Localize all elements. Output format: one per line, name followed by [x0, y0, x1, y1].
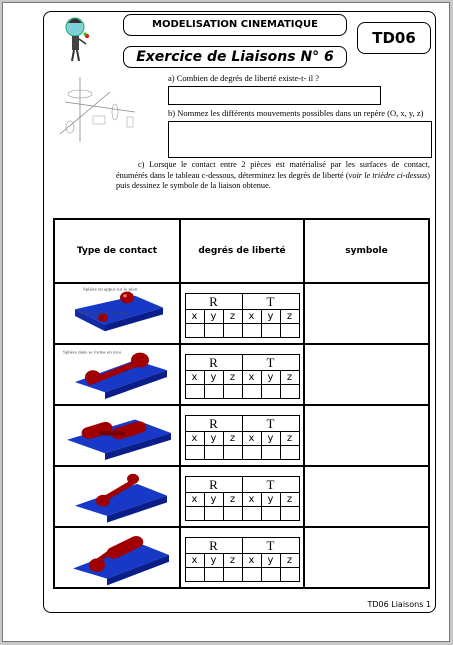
dof-answer-cell[interactable] [261, 507, 280, 521]
dof-answer-cell[interactable] [280, 568, 299, 582]
axis-label: y [204, 432, 223, 446]
dof-answer-cell[interactable] [204, 385, 223, 399]
dof-answer-cell[interactable] [223, 446, 242, 460]
dof-cell [180, 466, 304, 527]
axis-label: x [242, 554, 261, 568]
header-contact: Type de contact [54, 219, 180, 283]
answer-b-field[interactable] [168, 121, 432, 158]
question-c-text: c) Lorsque le contact entre 2 pièces est matérialisé par les surfaces de contact, énumérés dans le tableau c-dessous, déterminez les degrés de liberté ( [116, 160, 430, 180]
logo-icon [52, 14, 107, 64]
dof-answer-cell[interactable] [261, 324, 280, 338]
contact-image [54, 405, 180, 466]
axis-label: y [261, 493, 280, 507]
axis-label: z [223, 554, 242, 568]
symbol-cell[interactable] [304, 283, 429, 344]
contact-image [54, 466, 180, 527]
contact-image [54, 283, 180, 344]
dof-answer-cell[interactable] [204, 324, 223, 338]
axis-label: x [185, 432, 204, 446]
dof-answer-cell[interactable] [242, 385, 261, 399]
axis-label: z [280, 432, 299, 446]
contact-row [54, 344, 429, 405]
dof-answer-cell[interactable] [204, 568, 223, 582]
dof-answer-cell[interactable] [242, 324, 261, 338]
answer-a-field[interactable] [168, 86, 381, 105]
rotation-header: R [185, 416, 242, 432]
symbol-cell[interactable] [304, 466, 429, 527]
contact-table [53, 218, 430, 589]
dof-answer-cell[interactable] [261, 446, 280, 460]
symbol-cell[interactable] [304, 405, 429, 466]
contact-image [54, 527, 180, 588]
dof-answer-cell[interactable] [261, 568, 280, 582]
td-code: TD06 [357, 22, 431, 54]
question-c-end: ) puis dessinez le symbole de la liaison obtenue. [116, 170, 431, 190]
axis-label: x [185, 310, 204, 324]
dof-answer-cell[interactable] [280, 385, 299, 399]
dof-grid [185, 537, 300, 582]
axis-label: y [204, 310, 223, 324]
dof-answer-cell[interactable] [185, 446, 204, 460]
rotation-header: R [185, 477, 242, 493]
axis-label: z [223, 310, 242, 324]
dof-answer-cell[interactable] [223, 385, 242, 399]
exercise-title: Exercice de Liaisons N° 6 [123, 46, 347, 68]
symbol-cell[interactable] [304, 527, 429, 588]
axis-label: z [223, 371, 242, 385]
symbol-cell[interactable] [304, 344, 429, 405]
header-dof: degrés de liberté [180, 219, 304, 283]
axis-label: x [185, 554, 204, 568]
translation-header: T [242, 294, 299, 310]
axis-label: y [261, 554, 280, 568]
contact-image [54, 344, 180, 405]
axis-label: z [280, 371, 299, 385]
axis-label: z [280, 310, 299, 324]
axis-label: y [204, 554, 223, 568]
dof-answer-cell[interactable] [280, 446, 299, 460]
axis-label: z [223, 493, 242, 507]
dof-answer-cell[interactable] [185, 385, 204, 399]
dof-answer-cell[interactable] [242, 507, 261, 521]
axis-label: x [242, 493, 261, 507]
dof-cell [180, 527, 304, 588]
dof-answer-cell[interactable] [280, 507, 299, 521]
dof-answer-cell[interactable] [223, 324, 242, 338]
dof-grid [185, 476, 300, 521]
rotation-header: R [185, 538, 242, 554]
axis-label: y [204, 493, 223, 507]
axis-label: x [242, 310, 261, 324]
dof-grid [185, 354, 300, 399]
dof-cell [180, 344, 304, 405]
axis-triad-diagram [55, 72, 140, 152]
contact-row [54, 527, 429, 588]
row2-label: Sphère dans se forme en trou [63, 349, 122, 355]
axis-label: y [261, 432, 280, 446]
dof-answer-cell[interactable] [185, 507, 204, 521]
axis-label: z [280, 554, 299, 568]
rotation-header: R [185, 294, 242, 310]
question-c-italic: voir le trièdre ci-dessus [348, 170, 428, 180]
header-symbol: symbole [304, 219, 429, 283]
dof-answer-cell[interactable] [280, 324, 299, 338]
question-c [116, 160, 430, 192]
dof-answer-cell[interactable] [223, 568, 242, 582]
question-b: b) Nommez les différents mouvements possibles dans un repère (O, x, y, z) [168, 108, 424, 118]
axis-label: y [261, 371, 280, 385]
axis-label: y [261, 310, 280, 324]
axis-label: x [242, 432, 261, 446]
dof-answer-cell[interactable] [261, 385, 280, 399]
dof-answer-cell[interactable] [223, 507, 242, 521]
dof-grid [185, 415, 300, 460]
rotation-header: R [185, 355, 242, 371]
dof-answer-cell[interactable] [242, 568, 261, 582]
axis-label: x [185, 493, 204, 507]
axis-label: z [223, 432, 242, 446]
translation-header: T [242, 477, 299, 493]
translation-header: T [242, 416, 299, 432]
footer-label: TD06 Liaisons 1 [367, 600, 431, 609]
dof-answer-cell[interactable] [204, 446, 223, 460]
dof-answer-cell[interactable] [242, 446, 261, 460]
contact-row [54, 466, 429, 527]
axis-label: x [242, 371, 261, 385]
axis-label: y [204, 371, 223, 385]
dof-cell [180, 405, 304, 466]
row1-label-bottom: Sphère dans un forme en [79, 310, 129, 316]
axis-label: x [185, 371, 204, 385]
contact-row [54, 283, 429, 344]
row1-label-top: Sphère en appui sur le plan [83, 287, 138, 292]
question-a: a) Combien de degrés de liberté existe-t- il ? [168, 73, 320, 83]
axis-label: z [280, 493, 299, 507]
header-title: MODELISATION CINEMATIQUE [123, 14, 347, 36]
dof-grid [185, 293, 300, 338]
dof-answer-cell[interactable] [204, 507, 223, 521]
contact-row [54, 405, 429, 466]
dof-cell [180, 283, 304, 344]
translation-header: T [242, 355, 299, 371]
dof-answer-cell[interactable] [185, 568, 204, 582]
translation-header: T [242, 538, 299, 554]
dof-answer-cell[interactable] [185, 324, 204, 338]
